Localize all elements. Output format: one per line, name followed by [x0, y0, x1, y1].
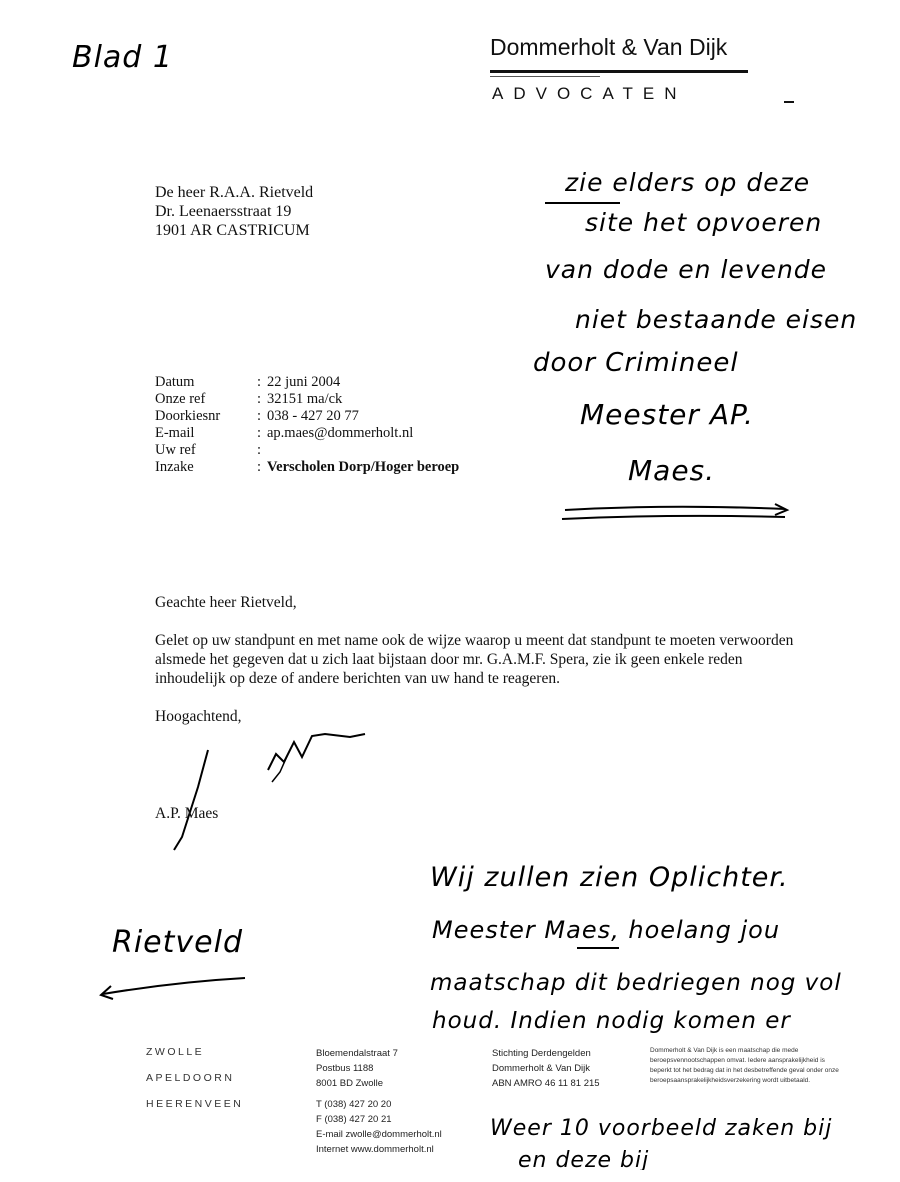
office-city: ZWOLLE	[146, 1046, 205, 1058]
letter-body: Gelet op uw standpunt en met name ook de wijze waarop u meent dat standpunt te moeten verwoorden alsmede het gegeven dat u zich laat bijstaan door mr. G.A.M.F. Spera, zie ik geen enkele reden inhoudelijk op deze of andere berichten van uw hand te reageren.	[155, 632, 794, 687]
bank-line: Dommerholt & Van Dijk	[492, 1063, 591, 1074]
meta-row-uw-ref	[155, 442, 267, 459]
meta-label: Datum	[155, 374, 195, 390]
meta-value: ap.maes@dommerholt.nl	[267, 425, 414, 441]
meta-row-onze-ref	[155, 391, 342, 408]
meta-value: 22 juni 2004	[267, 374, 341, 390]
meta-label: Onze ref	[155, 391, 206, 407]
meta-separator: :	[257, 374, 262, 390]
bank-line: ABN AMRO 46 11 81 215	[492, 1078, 600, 1089]
meta-row-inzake	[155, 459, 459, 476]
handwritten-page-number: Blad 1	[72, 40, 173, 75]
contact-line: Bloemendalstraat 7	[316, 1048, 398, 1059]
firm-subtitle: ADVOCATEN	[492, 84, 687, 103]
office-city: APELDOORN	[146, 1072, 235, 1084]
recipient-line-2: Dr. Leenaersstraat 19	[155, 203, 292, 220]
contact-line: Postbus 1188	[316, 1063, 374, 1074]
note-line: Wij zullen zien Oplichter.	[430, 862, 789, 893]
signature	[160, 712, 375, 857]
meta-value: 038 - 427 20 77	[267, 408, 359, 424]
note-line: door Crimineel	[533, 348, 739, 378]
note-line: Maes.	[628, 454, 716, 487]
note-line: Meester Maes, hoelang jou	[432, 916, 781, 944]
meta-separator: :	[257, 459, 262, 475]
handwritten-name: Rietveld	[112, 925, 243, 960]
note-line: van dode en levende	[545, 255, 828, 284]
contact-line: 8001 BD Zwolle	[316, 1078, 384, 1089]
contact-line: E-mail zwolle@dommerholt.nl	[316, 1129, 442, 1140]
firm-name: Dommerholt & Van Dijk	[490, 34, 728, 60]
recipient-line-1: De heer R.A.A. Rietveld	[155, 184, 314, 201]
contact-line: F (038) 427 20 21	[316, 1114, 392, 1125]
meta-separator: :	[257, 442, 262, 458]
meta-label: Doorkiesnr	[155, 408, 221, 424]
bank-line: Stichting Derdengelden	[492, 1048, 591, 1059]
meta-separator: :	[257, 408, 262, 424]
stray-mark	[784, 101, 794, 103]
meta-row-doorkiesnr	[155, 408, 359, 425]
meta-row-email	[155, 425, 413, 442]
footer-bank	[492, 1046, 600, 1091]
note-line: niet bestaande eisen	[575, 305, 858, 334]
letterhead-rule	[490, 70, 748, 73]
footer-contact	[316, 1046, 442, 1157]
note-line: houd. Indien nodig komen er	[432, 1008, 791, 1034]
salutation: Geachte heer Rietveld,	[155, 594, 297, 611]
meta-separator: :	[257, 425, 262, 441]
signer-name: A.P. Maes	[155, 805, 219, 822]
note-line: site het opvoeren	[585, 208, 823, 237]
note-line-partial: en deze bij	[518, 1148, 650, 1170]
meta-row-datum	[155, 374, 340, 391]
meta-value: 32151 ma/ck	[267, 391, 343, 407]
office-city: HEERENVEEN	[146, 1098, 244, 1110]
recipient-line-3: 1901 AR CASTRICUM	[155, 222, 310, 239]
footer-disclaimer: Dommerholt & Van Dijk is een maatschap die mede beroepsvennootschappen omvat. Iedere aansprakelijkheid is beperkt tot het bedrag dat in het desbetreffende geval onder onze beroepsaansprakelijkheidsverzekering wordt uitbetaald.	[650, 1047, 839, 1084]
note-underline	[577, 947, 619, 949]
note-line: zie elders op deze	[565, 168, 811, 197]
note-double-underline	[560, 500, 792, 530]
meta-separator: :	[257, 391, 262, 407]
closing: Hoogachtend,	[155, 708, 242, 725]
name-underline-arrow	[95, 966, 255, 1002]
meta-label: E-mail	[155, 425, 195, 441]
note-line: Meester AP.	[580, 398, 754, 431]
contact-line: Internet www.dommerholt.nl	[316, 1144, 434, 1155]
note-underline	[545, 202, 620, 204]
note-line: maatschap dit bedriegen nog vol	[430, 970, 842, 996]
letterhead-rule-thin	[490, 76, 600, 77]
meta-value: Verscholen Dorp/Hoger beroep	[267, 459, 460, 475]
meta-label: Inzake	[155, 459, 194, 475]
note-line: Weer 10 voorbeeld zaken bij	[490, 1116, 833, 1141]
contact-line: T (038) 427 20 20	[316, 1099, 392, 1110]
meta-label: Uw ref	[155, 442, 196, 458]
